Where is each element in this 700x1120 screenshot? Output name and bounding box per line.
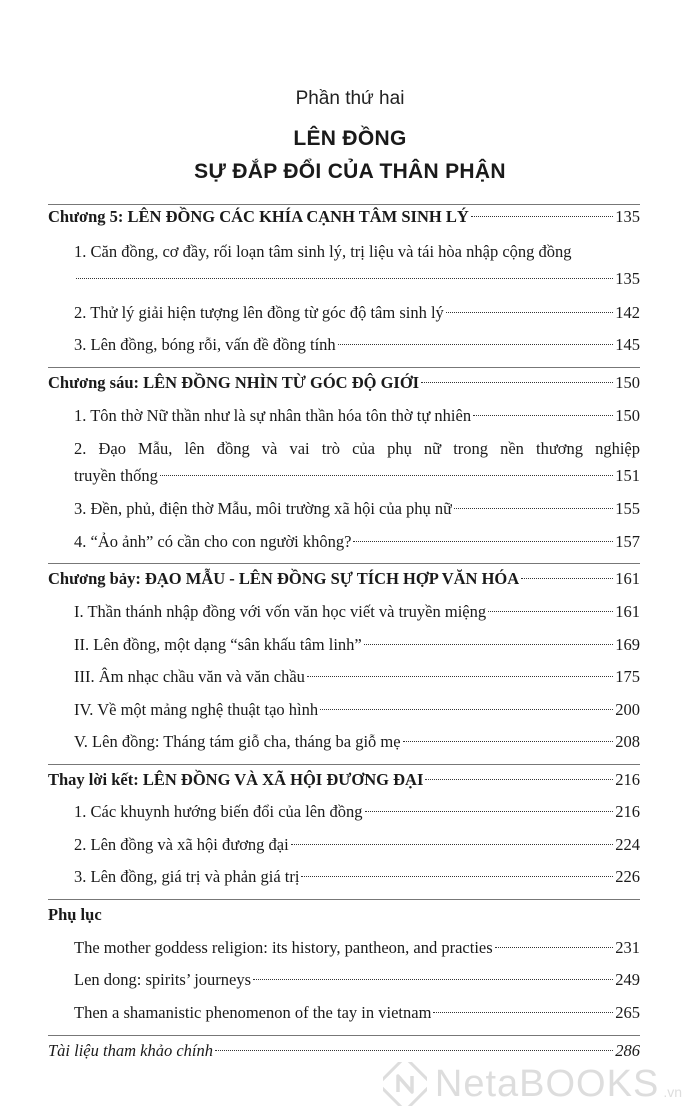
toc-page-number: 155 (615, 499, 640, 518)
toc-entry-6-4[interactable] (74, 531, 640, 553)
toc-entry-a-3[interactable] (74, 1002, 640, 1024)
toc-page-number: 145 (615, 335, 640, 354)
toc-conclusion[interactable] (48, 769, 640, 791)
dot-leader (433, 1012, 613, 1013)
dot-leader (471, 216, 614, 217)
part-label: Phần thứ hai (295, 88, 405, 109)
section-divider (48, 204, 640, 205)
toc-references[interactable] (48, 1040, 640, 1062)
toc-entry-6-1[interactable] (74, 405, 640, 427)
toc-entry-title: The mother goddess religion: its history, pantheon, and practies (74, 938, 493, 957)
dot-leader (446, 312, 613, 313)
toc-entry-title: I. Thần thánh nhập đồng với vốn văn học viết và truyền miệng (74, 602, 487, 621)
dot-leader (488, 611, 613, 612)
toc-page-number: 135 (615, 207, 640, 226)
section-divider (48, 367, 640, 368)
dot-leader (253, 979, 613, 980)
dot-leader (301, 876, 613, 877)
toc-page-number: 224 (615, 835, 640, 854)
toc-page-number: 265 (615, 1003, 640, 1022)
toc-entry-5-1-text[interactable]: 1. Căn đồng, cơ đầy, rối loạn tâm sinh lý, trị liệu và tái hòa nhập cộng đồng (74, 242, 572, 261)
toc-page-number: 157 (615, 532, 640, 551)
dot-leader (521, 578, 613, 579)
toc-entry-title: Thay lời kết: LÊN ĐỒNG VÀ XÃ HỘI ĐƯƠNG ĐẠI (48, 770, 424, 789)
toc-page-number: 200 (615, 700, 640, 719)
section-divider (48, 1035, 640, 1036)
toc-entry-title: 1. Tôn thờ Nữ thần như là sự nhân thần hóa tôn thờ tự nhiên (74, 406, 472, 425)
toc-entry-title: 2. Thử lý giải hiện tượng lên đồng từ góc độ tâm sinh lý (74, 303, 444, 322)
dot-leader (365, 811, 614, 812)
toc-entry-a-2[interactable] (74, 969, 640, 991)
toc-entry-title: 4. “Ảo ảnh” có cần cho con người không? (74, 532, 352, 551)
neta-logo-icon (383, 1062, 427, 1106)
dot-leader (215, 1050, 613, 1051)
toc-page-number: 175 (615, 667, 640, 686)
toc-entry-7-1[interactable] (74, 601, 640, 623)
toc-chapter-6[interactable] (48, 372, 640, 394)
toc-entry-title: Chương bảy: ĐẠO MẪU - LÊN ĐỒNG SỰ TÍCH HỢP VĂN HÓA (48, 569, 520, 588)
toc-entry-title: 3. Lên đồng, giá trị và phản giá trị (74, 867, 300, 886)
watermark-brand: NetaBOOKS (434, 1062, 660, 1105)
toc-entry-c-2[interactable] (74, 834, 640, 856)
dot-leader (495, 947, 614, 948)
dot-leader (454, 508, 613, 509)
toc-page-number: 216 (615, 770, 640, 789)
toc-entry-title: 1. Các khuynh hướng biến đổi của lên đồng (74, 802, 363, 821)
dot-leader (307, 676, 613, 677)
toc-page-number: 226 (615, 867, 640, 886)
dot-leader (403, 741, 614, 742)
toc-appendix[interactable] (48, 904, 640, 926)
toc-entry-title: Len dong: spirits’ journeys (74, 970, 252, 989)
toc-entry-c-1[interactable] (74, 801, 640, 823)
toc-entry-7-5[interactable] (74, 731, 640, 753)
toc-page-number: 169 (615, 635, 640, 654)
toc-page-number: 161 (615, 569, 640, 588)
dot-leader (364, 644, 613, 645)
dot-leader (160, 475, 613, 476)
toc-entry-title: IV. Về một mảng nghệ thuật tạo hình (74, 700, 319, 719)
toc-entry-title: Phụ lục (48, 905, 102, 924)
toc-entry-7-4[interactable] (74, 699, 640, 721)
toc-entry-title: Chương 5: LÊN ĐỒNG CÁC KHÍA CẠNH TÂM SINH LÝ (48, 207, 469, 226)
toc-entry-5-1[interactable] (74, 268, 640, 290)
toc-entry-title: 2. Lên đồng và xã hội đương đại (74, 835, 289, 854)
toc-entry-6-3[interactable] (74, 498, 640, 520)
dot-leader (320, 709, 613, 710)
toc-entry-7-2[interactable] (74, 634, 640, 656)
toc-entry-title: 3. Lên đồng, bóng rỗi, vấn đề đồng tính (74, 335, 336, 354)
dot-leader (291, 844, 614, 845)
toc-page-number: 135 (615, 269, 640, 288)
section-divider (48, 563, 640, 564)
toc-entry-5-2[interactable] (74, 302, 640, 324)
toc-page-number: 150 (615, 406, 640, 425)
dot-leader (353, 541, 613, 542)
toc-entry-title: II. Lên đồng, một dạng “sân khấu tâm linh” (74, 635, 362, 654)
toc-chapter-7[interactable] (48, 568, 640, 590)
toc-page-number: 208 (615, 732, 640, 751)
toc-page-number: 150 (615, 373, 640, 392)
toc-entry-title: III. Âm nhạc chầu văn và văn chầu (74, 667, 305, 686)
toc-entry-title: V. Lên đồng: Tháng tám giỗ cha, tháng ba giỗ mẹ (74, 732, 401, 751)
toc-entry-c-3[interactable] (74, 866, 640, 888)
toc-entry-7-3[interactable] (74, 666, 640, 688)
watermark (383, 1062, 682, 1106)
toc-chapter-5[interactable] (48, 206, 640, 228)
toc-entry-title: truyền thống (74, 466, 158, 485)
toc-entry-a-1[interactable] (74, 937, 640, 959)
toc-page-number: 161 (615, 602, 640, 621)
part-title-line1: LÊN ĐỒNG (293, 127, 407, 150)
toc-entry-6-2-text[interactable]: 2. Đạo Mẫu, lên đồng và vai trò của phụ nữ trong nền thương nghiệp (74, 439, 640, 458)
toc-entry-5-3[interactable] (74, 334, 640, 356)
toc-page-number: 231 (615, 938, 640, 957)
toc-page-number: 286 (615, 1041, 640, 1060)
section-divider (48, 899, 640, 900)
toc-entry-6-2[interactable] (74, 465, 640, 487)
part-title-line2: SỰ ĐẮP ĐỔI CỦA THÂN PHẬN (194, 160, 506, 183)
toc-page-number: 142 (615, 303, 640, 322)
toc-entry-title: Then a shamanistic phenomenon of the tay in vietnam (74, 1003, 432, 1022)
dot-leader (338, 344, 614, 345)
section-divider (48, 764, 640, 765)
toc-page-number: 216 (615, 802, 640, 821)
toc-page-number: 151 (615, 466, 640, 485)
toc-entry-title: 3. Đền, phủ, điện thờ Mẫu, môi trường xã hội của phụ nữ (74, 499, 453, 518)
dot-leader (421, 382, 613, 383)
toc-page-number: 249 (615, 970, 640, 989)
toc-entry-title: Chương sáu: LÊN ĐỒNG NHÌN TỪ GÓC ĐỘ GIỚI (48, 373, 420, 392)
dot-leader (473, 415, 613, 416)
toc-entry-title: Tài liệu tham khảo chính (48, 1041, 213, 1060)
watermark-suffix: .vn (663, 1084, 682, 1100)
dot-leader (76, 278, 613, 279)
dot-leader (425, 779, 613, 780)
